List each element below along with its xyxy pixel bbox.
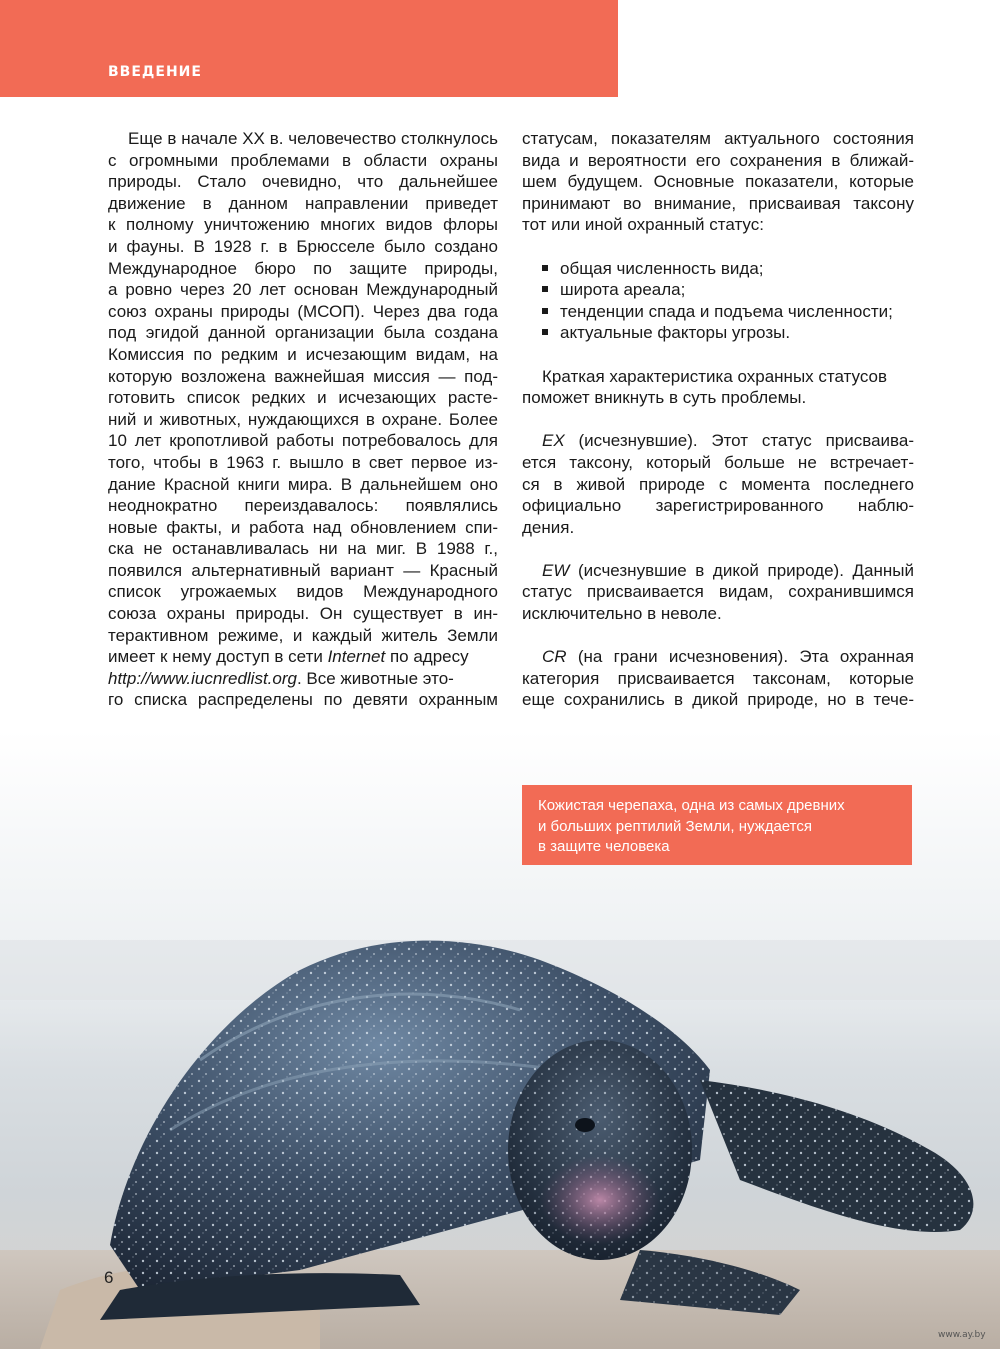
photo-caption — [522, 785, 912, 865]
text-line: Краткая характеристика охранных статусов — [542, 366, 888, 386]
left-column — [108, 128, 498, 711]
text-line: категория присваивается таксонам, которые — [522, 668, 914, 688]
text-line: ется таксону, который больше не встречает- — [522, 452, 914, 472]
text-line: исключительно в неволе. — [522, 604, 722, 624]
text-line: и фауны. В 1928 г. в Брюсселе было создано — [108, 236, 498, 256]
section-label: ВВЕДЕНИЕ — [108, 64, 202, 80]
iucn-url-link[interactable]: http://www.iucnredlist.org — [108, 668, 297, 688]
text-line: союза охраны природы. Он существует в ин- — [108, 604, 498, 624]
text-line: ся в живой природе с момента последнего — [522, 474, 914, 494]
text-line: того, чтобы в 1963 г. вышло в свет первое из- — [108, 452, 498, 472]
text-line — [522, 560, 914, 582]
status-code-ex: EX — [542, 431, 565, 451]
text-line: ний и животных, нуждающихся в охране. Более — [108, 409, 498, 429]
paragraph-gap — [522, 236, 914, 258]
text-fragment: . Все животные это- — [296, 668, 454, 688]
header-band — [0, 0, 618, 97]
paragraph-gap — [522, 625, 914, 647]
list-item: общая численность вида; — [522, 258, 914, 280]
status-code-ew: EW — [542, 560, 570, 580]
status-code-cr: CR — [542, 647, 567, 667]
text-line: а ровно через 20 лет основан Международный — [108, 280, 498, 300]
text-line: появился альтернативный вариант — Красный — [108, 560, 498, 580]
text-line: которую возложена важнейшая миссия — под- — [108, 366, 498, 386]
caption-line: Кожистая черепаха, одна из самых древних — [538, 797, 845, 814]
text-line: готовить список редких и исчезающих расте- — [108, 388, 498, 408]
text-line: новые факты, и работа над обновлением спи- — [108, 517, 498, 537]
text-line: список угрожаемых видов Международного — [108, 582, 498, 602]
text-line: 10 лет кропотливой работы потребовалось для — [108, 431, 498, 451]
list-item: широта ареала; — [522, 279, 914, 301]
text-line: принимают во внимание, присваивая таксону — [522, 193, 914, 213]
page-number: 6 — [104, 1268, 114, 1287]
text-line: го списка распределены по девяти охранным — [108, 690, 498, 710]
text-line: вида и вероятности его сохранения в ближай- — [522, 150, 914, 170]
text-line: под эгидой данной организации была создана — [108, 323, 498, 343]
text-line: еще сохранились в дикой природе, но в тече- — [522, 690, 914, 710]
text-line: тот или иной охранный статус: — [522, 215, 764, 235]
text-fragment: имеет к нему доступ в сети — [108, 647, 328, 667]
text-line — [522, 430, 914, 452]
text-line — [108, 646, 498, 668]
text-line: союз охраны природы (МСОП). Через два года — [108, 301, 498, 321]
text-line: шем будущем. Основные показатели, которые — [522, 172, 914, 192]
caption-line: в защите человека — [538, 838, 670, 855]
text-line: неоднократно переиздавалось: появлялись — [108, 496, 498, 516]
text-line: дения. — [522, 517, 575, 537]
text-line: природы. Стало очевидно, что дальнейшее — [108, 172, 498, 192]
text-line: с огромными проблемами в области охраны — [108, 150, 498, 170]
list-item: актуальные факторы угрозы. — [522, 322, 914, 344]
watermark: www.ay.by — [938, 1330, 986, 1340]
text-line: ска не останавливалась ни на миг. В 1988 г., — [108, 539, 498, 559]
text-line: официально зарегистрированного наблю- — [522, 496, 914, 516]
text-fragment: (на грани исчезновения). Эта охранная — [566, 647, 914, 667]
text-line: к полному уничтожению многих видов флоры — [108, 215, 498, 235]
text-line: дание Красной книги мира. В дальнейшем оно — [108, 474, 498, 494]
text-fragment: (исчезнувшие в дикой природе). Данный — [569, 560, 914, 580]
text-line: Еще в начале XX в. человечество столкнулось — [128, 129, 498, 148]
text-line: терактивном режиме, и каждый житель Земли — [108, 625, 498, 645]
text-line — [522, 646, 914, 668]
text-line: статус присваивается видам, сохранившимся — [522, 582, 914, 602]
text-line: поможет вникнуть в суть проблемы. — [522, 388, 807, 408]
text-fragment: по адресу — [385, 647, 469, 667]
internet-term: Internet — [327, 647, 386, 667]
list-item: тенденции спада и подъема численности; — [522, 301, 914, 323]
paragraph-gap — [522, 409, 914, 431]
text-line: Международное бюро по защите природы, — [108, 258, 498, 278]
right-column — [522, 128, 914, 711]
text-fragment: (исчезнувшие). Этот статус присваива- — [564, 431, 914, 451]
text-line: Комиссия по редким и исчезающим видам, на — [108, 344, 498, 364]
text-line — [108, 668, 498, 690]
text-line: статусам, показателям актуального состояния — [522, 129, 914, 148]
caption-line: и больших рептилий Земли, нуждается — [538, 817, 812, 835]
criteria-list — [522, 258, 914, 344]
text-line: движение в данном направлении приведет — [108, 193, 498, 213]
paragraph-gap — [522, 344, 914, 366]
paragraph-gap — [522, 538, 914, 560]
